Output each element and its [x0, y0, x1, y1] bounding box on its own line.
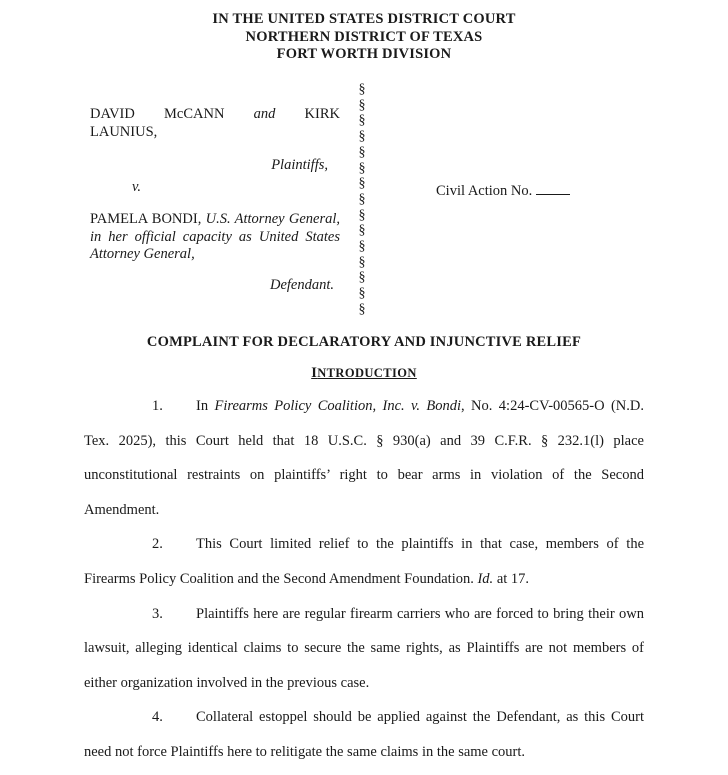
section-symbol: § — [358, 82, 366, 97]
section-symbol: § — [358, 176, 366, 192]
section-symbol: § — [358, 254, 366, 270]
section-symbol: § — [358, 301, 366, 317]
complaint-body — [84, 389, 644, 770]
section-symbol: § — [358, 144, 366, 160]
defendant-name: PAMELA BONDI, — [90, 211, 202, 227]
paragraph-4 — [84, 700, 644, 769]
paragraph-text: , No. 4:24-CV-00565-O (N.D. Tex. 2025), this Court held that 18 U.S.C. § 930(a) and 39 C.F.R. § 232.1(l) place unconstitutional restraints on plaintiffs’ right to bear arms in violation of the Second Amendment. — [84, 398, 644, 518]
section-symbol: § — [358, 207, 366, 223]
plaintiffs-names-line2: LAUNIUS, — [90, 123, 158, 140]
plaintiffs-role: Plaintiffs, — [271, 157, 328, 173]
paragraph-text: In — [196, 398, 215, 414]
paragraph-text: Plaintiffs here are regular firearm carriers who are forced to bring their own lawsuit, alleging identical claims to secure the same rights, as Plaintiffs are not members of either organization involved in the previous case. — [84, 605, 644, 691]
plaintiff-word: McCANN — [164, 106, 225, 122]
paragraph-text: This Court limited relief to the plaintiffs in that case, members of the Firearms Policy Coalition and the Second Amendment Foundation. — [84, 536, 644, 587]
paragraph-number: 2. — [152, 536, 163, 553]
court-name: IN THE UNITED STATES DISTRICT COURT — [212, 11, 516, 27]
civil-action-blank — [536, 182, 570, 195]
defendant-role: Defendant. — [269, 276, 334, 293]
paragraph-number: 1. — [152, 398, 163, 414]
section-symbol: § — [358, 239, 366, 255]
case-citation: Firearms Policy Coalition, Inc. v. Bondi — [214, 398, 462, 414]
court-header — [0, 11, 728, 64]
defendant-block — [90, 211, 340, 264]
plaintiff-word: KIRK — [304, 106, 340, 122]
defendant-description: U.S. Attorney General, in her official capacity as United States Attorney General, — [90, 211, 340, 262]
civil-action-number — [436, 182, 570, 200]
paragraph-number: 4. — [152, 709, 163, 726]
section-symbol: § — [358, 160, 366, 176]
plaintiff-conjunction: and — [253, 106, 276, 122]
paragraph-number: 3. — [152, 605, 163, 622]
district-name: NORTHERN DISTRICT OF TEXAS — [245, 28, 483, 45]
paragraph-2 — [84, 527, 644, 596]
section-symbol: § — [358, 129, 366, 145]
introduction-heading-initial: I — [311, 365, 318, 381]
plaintiff-word: DAVID — [90, 106, 135, 122]
section-symbol: § — [358, 286, 366, 302]
complaint-title: COMPLAINT FOR DECLARATORY AND INJUNCTIVE RELIEF — [146, 334, 582, 350]
introduction-heading-rest: NTRODUCTION — [317, 366, 417, 380]
section-symbol: § — [358, 113, 366, 129]
paragraph-3 — [84, 597, 644, 701]
section-symbol: § — [358, 191, 366, 207]
case-caption — [90, 106, 340, 294]
id-citation: Id. — [477, 570, 494, 587]
section-symbol-column — [356, 82, 368, 318]
plaintiffs-names — [90, 106, 340, 124]
section-symbol: § — [358, 270, 366, 286]
paragraph-1 — [84, 389, 644, 527]
section-symbol: § — [358, 97, 366, 113]
versus: v. — [132, 178, 141, 195]
paragraph-text: at 17. — [493, 570, 530, 587]
division-name: FORT WORTH DIVISION — [276, 46, 452, 62]
civil-action-label: Civil Action No. — [436, 183, 533, 199]
paragraph-text: Collateral estoppel should be applied against the Defendant, as this Court need not force Plaintiffs here to relitigate the same claims in the same court. — [84, 709, 644, 760]
section-symbol: § — [358, 223, 366, 239]
introduction-heading — [0, 365, 728, 382]
